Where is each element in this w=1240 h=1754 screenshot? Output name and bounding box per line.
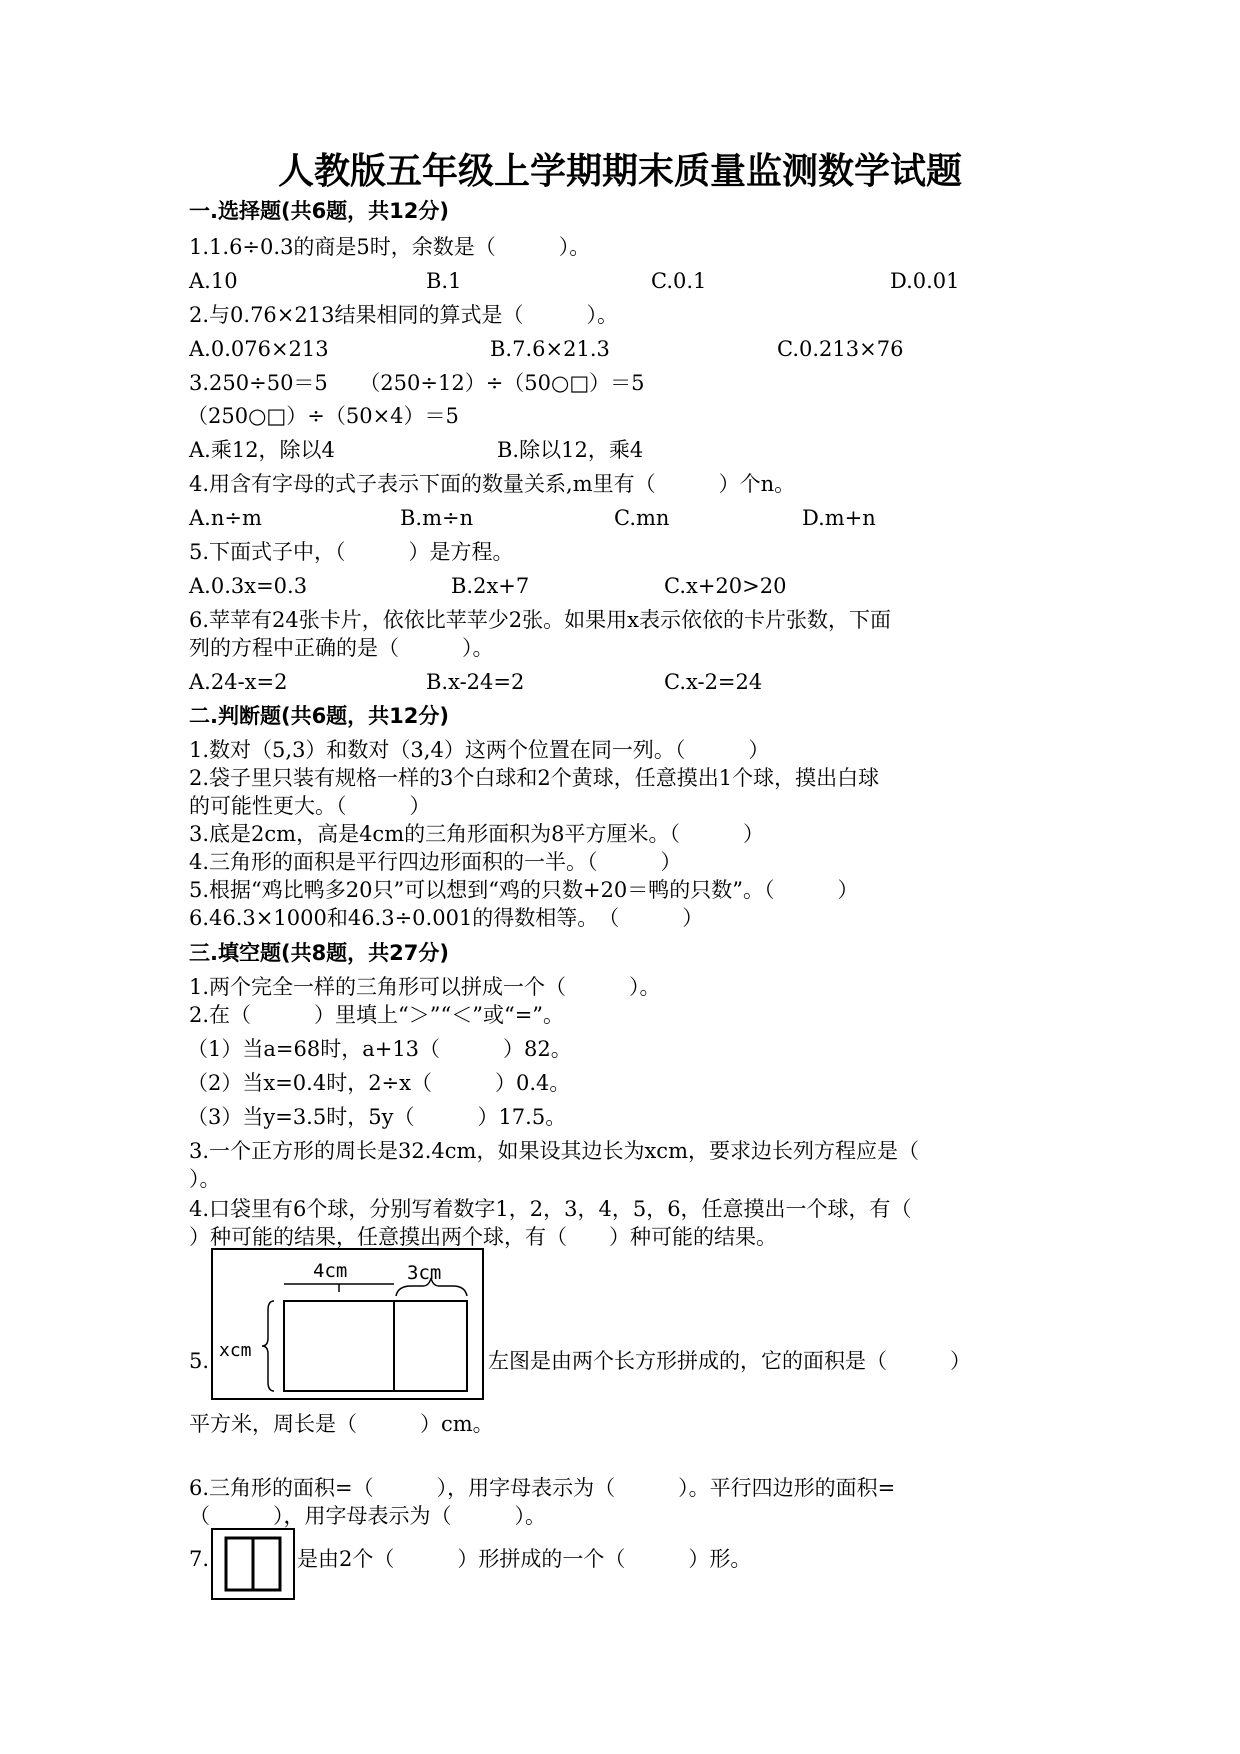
fill-item-continued: 平方米，周长是（ ）cm。 bbox=[189, 1412, 494, 1436]
option-c: C.0.1 bbox=[651, 269, 707, 293]
option-a: A.0.3x=0.3 bbox=[189, 574, 308, 598]
option-c: C.x+20>20 bbox=[664, 574, 787, 598]
judgment-item-continued: 的可能性更大。（ ） bbox=[189, 794, 431, 818]
question-stem: 2.与0.76×213结果相同的算式是（ ）。 bbox=[189, 303, 618, 327]
option-a: A.乘12，除以4 bbox=[189, 438, 335, 462]
option-b: B.m÷n bbox=[400, 506, 474, 530]
judgment-item: 5.根据“鸡比鸭多20只”可以想到“鸡的只数+20＝鸭的只数”。（ ） bbox=[189, 878, 859, 902]
label-4cm: 4cm bbox=[313, 1260, 348, 1282]
fill-item: 6.三角形的面积=（ ），用字母表示为（ ）。平行四边形的面积= bbox=[189, 1476, 896, 1500]
option-d: D.0.01 bbox=[890, 269, 960, 293]
option-a: A.10 bbox=[189, 269, 238, 293]
section-heading-judgment: 二.判断题(共6题，共12分) bbox=[189, 704, 450, 728]
judgment-item: 1.数对（5,3）和数对（3,4）这两个位置在同一列。（ ） bbox=[189, 738, 770, 762]
question-stem: 4.用含有字母的式子表示下面的数量关系,m里有（ ）个n。 bbox=[189, 472, 796, 496]
fill-item: 3.一个正方形的周长是32.4cm，如果设其边长为xcm，要求边长列方程应是（ bbox=[189, 1139, 919, 1163]
option-d: D.m+n bbox=[802, 506, 876, 530]
square-figure bbox=[211, 1528, 295, 1600]
question-stem: 5.下面式子中，（ ）是方程。 bbox=[189, 540, 514, 564]
fill-item-number: 7. bbox=[189, 1547, 210, 1571]
option-a: A.24-x=2 bbox=[189, 670, 288, 694]
top-left-brace bbox=[284, 1284, 394, 1292]
fill-item-number: 5. bbox=[189, 1349, 210, 1373]
figure-frame bbox=[212, 1249, 483, 1399]
page-title: 人教版五年级上学期期末质量监测数学试题 bbox=[277, 151, 962, 192]
rectangles-figure bbox=[211, 1248, 484, 1400]
question-stem: 6.苹苹有24张卡片，依依比苹苹少2张。如果用x表示依依的卡片张数，下面 bbox=[189, 608, 891, 632]
fill-subitem: （2）当x=0.4时，2÷x（ ）0.4。 bbox=[187, 1071, 571, 1095]
option-b: B.x-24=2 bbox=[426, 670, 525, 694]
judgment-item: 6.46.3×1000和46.3÷0.001的得数相等。 （ ） bbox=[189, 906, 704, 930]
question-stem-continued: （250○□）÷（50×4）＝5 bbox=[187, 404, 459, 428]
option-c: C.x-2=24 bbox=[664, 670, 763, 694]
option-b: B.7.6×21.3 bbox=[490, 337, 610, 361]
fill-item: 1.两个完全一样的三角形可以拼成一个（ ）。 bbox=[189, 975, 661, 999]
label-3cm: 3cm bbox=[407, 1262, 442, 1284]
fill-item: 是由2个（ ）形拼成的一个（ ）形。 bbox=[297, 1547, 752, 1571]
option-b: B.1 bbox=[426, 269, 462, 293]
option-c: C.mn bbox=[614, 506, 670, 530]
fill-item-continued: （ ），用字母表示为（ ）。 bbox=[189, 1504, 546, 1528]
question-stem-continued: 列的方程中正确的是（ ）。 bbox=[189, 636, 494, 660]
label-xcm: xcm bbox=[219, 1340, 252, 1361]
judgment-item: 4.三角形的面积是平行四边形面积的一半。（ ） bbox=[189, 850, 682, 874]
question-stem: 1.1.6÷0.3的商是5时，余数是（ ）。 bbox=[189, 235, 591, 259]
fill-item-continued: ）种可能的结果，任意摸出两个球，有（ ）种可能的结果。 bbox=[189, 1225, 777, 1249]
fill-item-continued: ）。 bbox=[189, 1167, 221, 1191]
option-c: C.0.213×76 bbox=[777, 337, 904, 361]
option-b: B.2x+7 bbox=[451, 574, 530, 598]
side-brace bbox=[262, 1301, 274, 1391]
option-a: A.n÷m bbox=[189, 506, 262, 530]
fill-item: 4.口袋里有6个球，分别写着数字1，2，3，4，5，6，任意摸出一个球，有（ bbox=[189, 1197, 912, 1221]
judgment-item: 3.底是2cm，高是4cm的三角形面积为8平方厘米。（ ） bbox=[189, 822, 764, 846]
fill-item: 左图是由两个长方形拼成的，它的面积是（ ） bbox=[488, 1349, 971, 1373]
option-b: B.除以12，乘4 bbox=[497, 438, 644, 462]
left-rectangle bbox=[284, 1301, 394, 1391]
fill-subitem: （3）当y=3.5时，5y（ ）17.5。 bbox=[187, 1105, 567, 1129]
fill-subitem: （1）当a=68时，a+13（ ）82。 bbox=[187, 1037, 572, 1061]
fill-item: 2.在（ ）里填上“＞”“＜”或“=”。 bbox=[189, 1003, 565, 1027]
section-heading-fill: 三.填空题(共8题，共27分) bbox=[189, 941, 450, 965]
right-rectangle bbox=[394, 1301, 467, 1391]
option-a: A.0.076×213 bbox=[189, 337, 329, 361]
question-stem: 3.250÷50＝5 （250÷12）÷（50○□）＝5 bbox=[189, 371, 645, 395]
judgment-item: 2.袋子里只装有规格一样的3个白球和2个黄球，任意摸出1个球，摸出白球 bbox=[189, 766, 880, 790]
section-heading-choice: 一.选择题(共6题，共12分) bbox=[189, 199, 450, 223]
